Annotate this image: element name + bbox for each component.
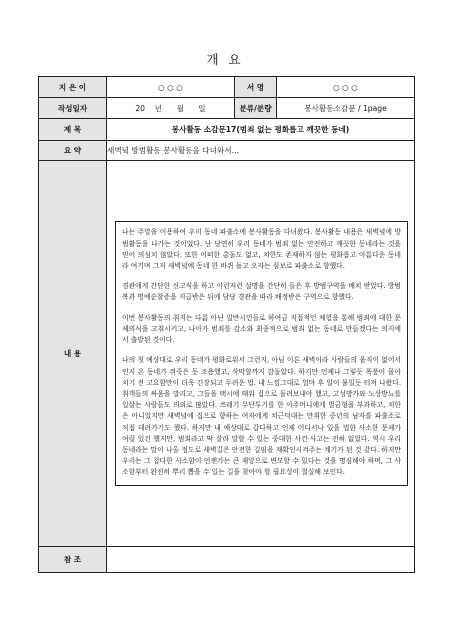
author-label: 지 은 이 [39,77,107,98]
overview-form-table [38,76,415,573]
subject-label: 제 목 [39,119,107,141]
reference-value [107,547,415,573]
summary-row [39,141,415,161]
content-paragraph: 경관에게 간단한 신고식을 하고 이런저런 설명을 간단히 들은 후 방범구역을 배치 받았다. 방범복과 명예순찰증을 지급받은 뒤에 담당 경관을 따라 배정받은 구역으로 향했다. [122,282,401,302]
content-row [39,161,415,547]
author-value: ○ ○ ○ [107,77,235,98]
date-row [39,98,415,119]
date-value: 20 년 월 일 [107,98,235,119]
author-row [39,77,415,98]
subject-value: 봉사활동 소감문17(범죄 없는 평화롭고 깨끗한 동네) [107,119,415,141]
content-cell [107,161,415,547]
category-label: 분류/분량 [235,98,277,119]
signature-label: 서 명 [235,77,277,98]
summary-label: 요 약 [39,141,107,161]
content-paragraph: 나의 첫 예상대로 우리 동네가 평화로워서 그런지, 아님 이른 새벽이라 사람들의 움직이 없어서인지 온 동네가 쥐죽은 듯 조용했고, 삭막할까지 감돌았다. 하지만 언제나 그렇듯 폭풍이 몰아치기 전 고요함만이 더욱 긴장되고 두려운 법. 내 느낌그대로 얼마 후 일이 물밀듯 터져 나왔다. 취객들의 싸움을 말리고, 그들을 택시에 태워 집으로 돌려보내야 했고, 고성방가와 노상방뇨를 일삼는 사람들도 의외로 많았다. 쓰레기 무단투기를 한 아주머니에게 벌금형을 부과하고, 치한은 아니었지만 새벽녘에 집으로 향하는 여자에게 치근덕대는 만취한 중년의 남자를 파출소로 직접 데려가기도 했다. 하지만 내 예상대로 갑다하고 언제 어디서나 있을 법한 사소한 문제가 여럿 있긴 했지만, 범죄라고 딱 잘라 말할 수 있는 중대한 사건·사고는 전혀 없었다. 역시 우리 동네라는 말이 나올 정도로 새벽길은 안전한 길임을 재확인시켜주는 계기가 된 것 같다. 하지만 우리는 그 잡다한 사소함이 언젠가는 큰 재앙으로 변모할 수 있다는 것을 명심해야 하며, 그 사소함부터 완전히 뿌리 뽑을 수 있는 길을 찾아야 할 필요성이 절실해 보인다. [122,356,401,477]
reference-label: 참 조 [39,547,107,573]
subject-row [39,119,415,141]
summary-value: 새벽녘 방범활동 봉사활동을 다녀와서… [107,141,415,161]
date-label: 작성일자 [39,98,107,119]
content-box [115,221,408,485]
content-paragraph: 이번 봉사활동의 취지는 다름 아닌 일반시민들로 하여금 직접적인 체험을 통해 범죄에 대한 문제의식을 고취시키고, 나아가 범죄를 감소와 최종적으로 범죄 없는 동네로 만들겠다는 의지에서 출발된 것이다. [122,313,401,345]
document-title: 개 요 [206,52,244,67]
content-paragraph: 나는 주말을 이용하여 우리 동네 파출소에 봉사활동을 다녀왔다. 봉사활동 내용은 새벽녘에 방범활동을 나가는 것이었다. 난 당연히 우리 동네가 범죄 없는 안전하고 깨끗한 동네라는 것을 믿어 의심치 않았다. 또한 어떠한 총돌도 없고, 치한도 존재하지 않는 평화롭고 아름다운 동네라 여기며 그저 새벽녘에 동네 한 바퀴 돌고 오자는 심보로 파출소로 향했다. [122,228,401,271]
signature-value: ○ ○ ○ [277,77,415,98]
content-label: 내 용 [39,161,107,547]
category-value: 봉사활동소감문 / 1page [277,98,415,119]
reference-row [39,547,415,573]
